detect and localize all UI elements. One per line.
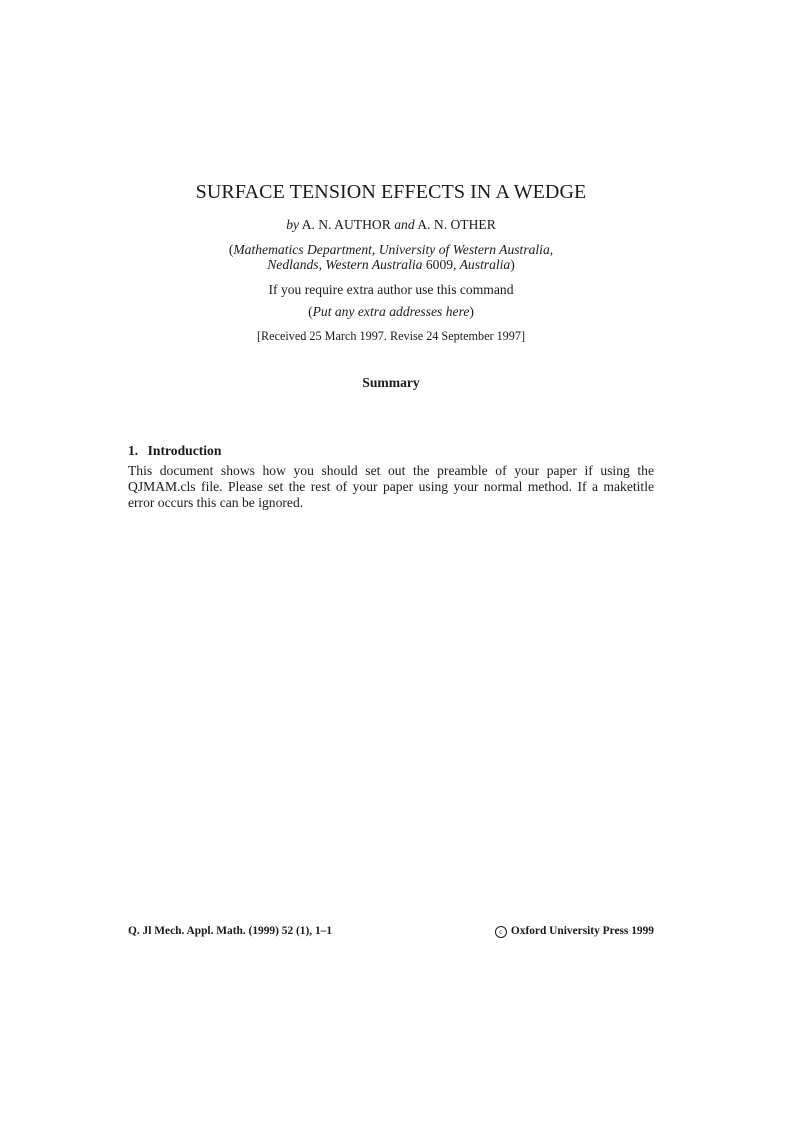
affil-close-paren: ) <box>510 257 515 272</box>
introduction-paragraph <box>128 463 654 511</box>
byline-and: and <box>394 217 415 232</box>
affiliation-line-2 <box>0 257 782 273</box>
author-2: A. N. OTHER <box>417 217 496 232</box>
copyright-notice <box>495 925 654 938</box>
paragraph-line: QJMAM.cls file. Please set the rest of your paper using your normal method. If a maketitle <box>128 479 654 494</box>
affil-country: Australia <box>459 257 511 272</box>
copyright-text: Oxford University Press 1999 <box>510 925 654 937</box>
author-1: A. N. AUTHOR <box>301 217 391 232</box>
paragraph-line: error occurs this can be ignored. <box>128 495 304 510</box>
extra-author-note: If you require extra author use this command <box>268 282 514 297</box>
paragraph-line: This document shows how you should set out the preamble of your paper if using the <box>128 463 654 478</box>
affil-postcode: 6009, <box>425 257 457 272</box>
byline-by: by <box>286 217 300 232</box>
paper-title: SURFACE TENSION EFFECTS IN A WEDGE <box>195 181 587 203</box>
received-dates: [Received 25 March 1997. Revise 24 September 1997] <box>256 329 526 343</box>
extra-addr-open-paren: ( <box>308 304 313 319</box>
journal-citation: Q. Jl Mech. Appl. Math. (1999) 52 (1), 1–1 <box>128 925 333 937</box>
extra-address <box>0 304 782 320</box>
section-number: 1. <box>128 443 139 458</box>
copyright-icon: c <box>495 926 507 938</box>
affiliation-line-1 <box>0 242 782 258</box>
section-title: Introduction <box>147 443 222 458</box>
affil-open-paren: ( <box>228 242 234 257</box>
extra-addr-close-paren: ) <box>469 304 474 319</box>
extra-addr-text: Put any extra addresses here <box>312 304 470 319</box>
affil-text-1: Mathematics Department, University of Western Australia, <box>233 242 554 257</box>
author-byline <box>0 217 782 233</box>
section-heading-introduction <box>128 443 221 459</box>
summary-heading: Summary <box>362 375 420 390</box>
affil-text-2: Nedlands, Western Australia <box>267 257 423 272</box>
